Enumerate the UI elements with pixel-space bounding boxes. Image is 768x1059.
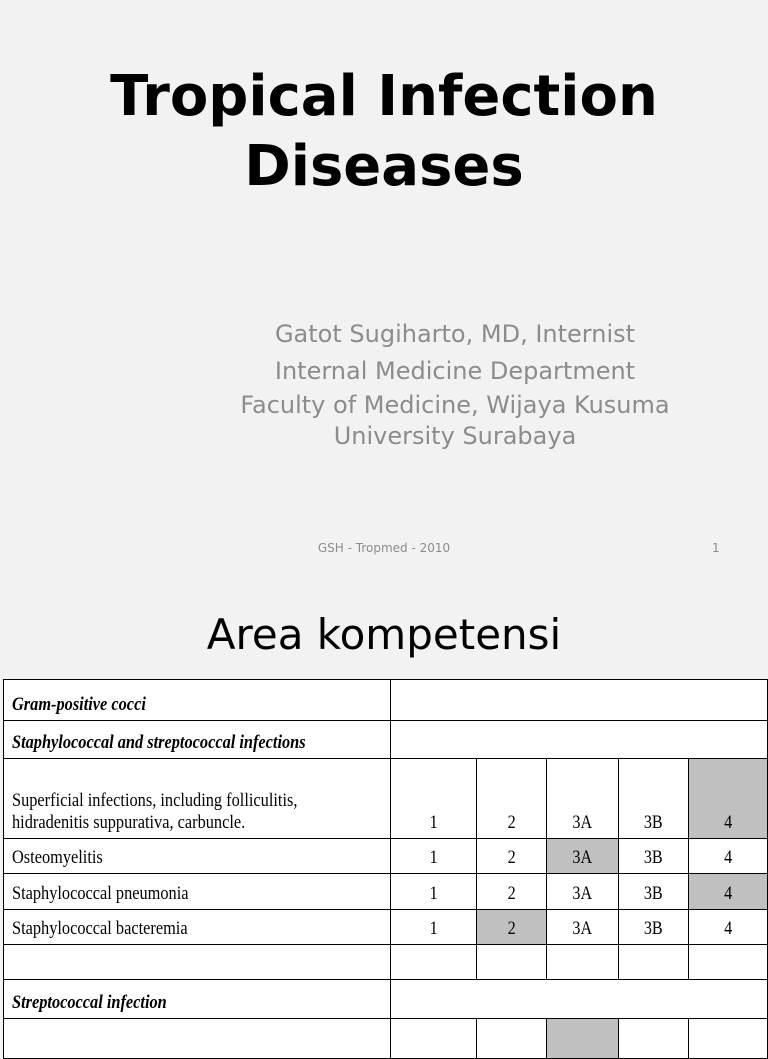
section-header: Gram-positive cocci [12, 694, 146, 715]
table-header-cell [4, 980, 391, 1019]
level-cell-selected: 3A [547, 839, 619, 874]
table-row [4, 839, 768, 874]
level-cell [547, 945, 619, 980]
table-cell [4, 1019, 391, 1059]
level-cell: 3B [619, 759, 689, 839]
level-cell: 3B [619, 839, 689, 874]
level-cell: 2 [477, 874, 547, 910]
level-cell [619, 1019, 689, 1059]
table-row [4, 759, 768, 839]
level-cell: 1 [390, 759, 476, 839]
table-header-cell [4, 680, 391, 721]
disease-name-cont: hidradenitis suppurativa, carbuncle. [12, 812, 246, 833]
level-cell-selected [547, 1019, 619, 1059]
level-cell-selected: 2 [477, 910, 547, 945]
level-cell: 4 [688, 910, 767, 945]
level-cell [619, 945, 689, 980]
footer-text: GSH - Tropmed - 2010 [317, 541, 451, 555]
level-cell: 3A [547, 874, 619, 910]
table-row [4, 874, 768, 910]
table-row [4, 680, 768, 721]
table-cell [4, 945, 391, 980]
level-cell: 3A [547, 759, 619, 839]
level-cell: 2 [477, 759, 547, 839]
slide-2-title: Area kompetensi [206, 610, 562, 659]
disease-cell [4, 839, 391, 874]
table-row [4, 721, 768, 759]
table-header-cell [4, 721, 391, 759]
disease-name: Osteomyelitis [12, 847, 103, 868]
level-cell: 1 [390, 910, 476, 945]
faculty: Faculty of Medicine, Wijaya Kusuma [240, 391, 670, 419]
level-cell: 1 [390, 839, 476, 874]
disease-name: Staphylococcal pneumonia [12, 883, 189, 904]
table-row [4, 1019, 768, 1059]
department: Internal Medicine Department [274, 357, 636, 385]
slide-title [0, 62, 768, 202]
level-cell [477, 1019, 547, 1059]
table-row [4, 910, 768, 945]
disease-cell [4, 910, 391, 945]
title-line-2: Diseases [244, 134, 524, 199]
level-cell [688, 945, 767, 980]
disease-cell [4, 759, 391, 839]
table-row [4, 980, 768, 1019]
level-cell: 3A [547, 910, 619, 945]
table-cell [390, 721, 767, 759]
level-cell [688, 1019, 767, 1059]
table-row [4, 945, 768, 980]
level-cell: 3B [619, 910, 689, 945]
title-line-1: Tropical Infection [110, 64, 658, 129]
disease-cell [4, 874, 391, 910]
level-cell-selected: 4 [688, 874, 767, 910]
table-cell [390, 680, 767, 721]
level-cell [390, 1019, 476, 1059]
table-cell [390, 980, 767, 1019]
slide-subtitle [140, 316, 768, 452]
section-header: Streptococcal infection [12, 992, 167, 1013]
disease-name: Superficial infections, including folliculitis, [12, 790, 298, 811]
level-cell-selected: 4 [688, 759, 767, 839]
page-number: 1 [712, 541, 720, 555]
disease-name: Staphylococcal bacteremia [12, 918, 188, 939]
section-header: Staphylococcal and streptococcal infections [12, 732, 306, 753]
level-cell [390, 945, 476, 980]
level-cell [477, 945, 547, 980]
university: University Surabaya [333, 422, 577, 450]
level-cell: 2 [477, 839, 547, 874]
level-cell: 1 [390, 874, 476, 910]
level-cell: 4 [688, 839, 767, 874]
competency-table [3, 679, 768, 1059]
author: Gatot Sugiharto, MD, Internist [274, 320, 636, 348]
level-cell: 3B [619, 874, 689, 910]
